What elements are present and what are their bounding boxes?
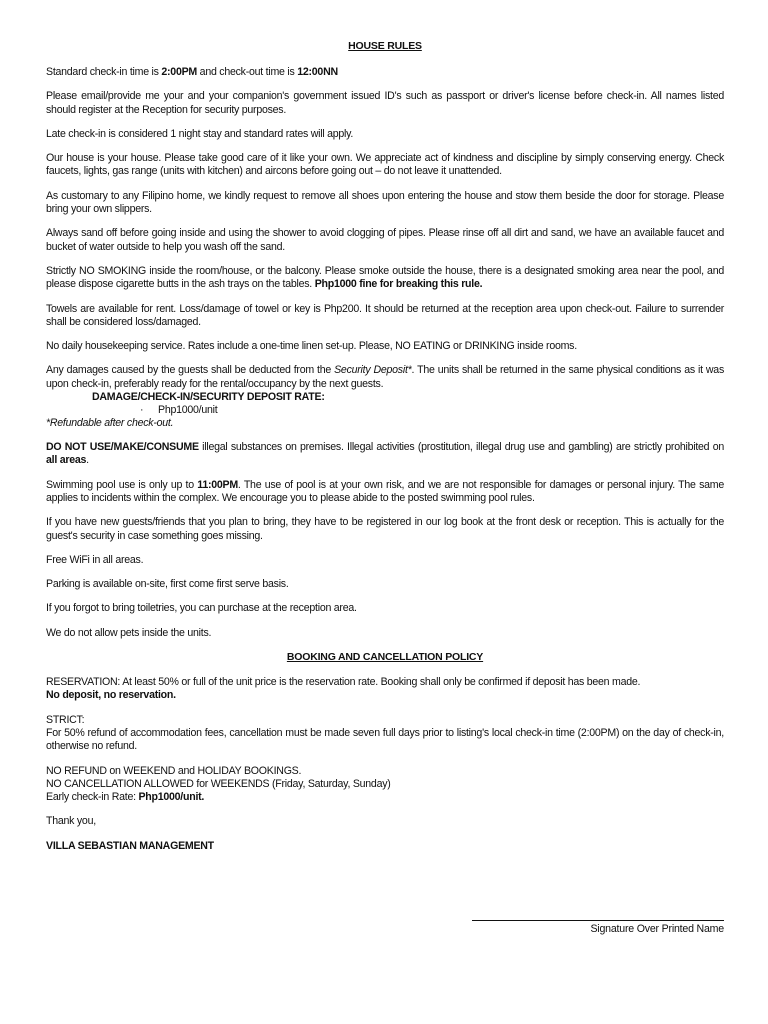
- bullet-icon: ·: [140, 404, 144, 417]
- illegal-bold: DO NOT USE/MAKE/CONSUME: [46, 441, 199, 454]
- checkin-prefix: Standard check-in time is: [46, 66, 162, 78]
- illegal-text: illegal substances on premises. Illegal activities (prostitution, illegal drug use and gambling) are strictly prohibited on: [198, 441, 724, 454]
- signature-block: [472, 920, 724, 935]
- rule-sand: Always sand off before going inside and using the shower to avoid clogging of pipes. Please rinse off all dirt and sand, we have an available faucet and bucket of water outside to help you wash off the sand.: [46, 227, 724, 253]
- rule-damages: [46, 364, 724, 391]
- smoking-text: Strictly NO SMOKING inside the room/house, or the balcony. Please smoke outside the house, there is a designated smoking area near the pool, and please dispose cigarette butts in the ash trays on the tables.: [46, 264, 724, 291]
- pool-prefix: Swimming pool use is only up to: [46, 478, 198, 491]
- signature-label: Signature Over Printed Name: [590, 923, 724, 935]
- reservation-text: RESERVATION: At least 50% or full of the unit price is the reservation rate. Booking shall only be confirmed if deposit has been made.: [46, 676, 641, 689]
- checkout-time: 12:00NN: [297, 66, 338, 78]
- reservation-bold: No deposit, no reservation.: [46, 689, 176, 702]
- rule-pool: [46, 479, 724, 506]
- rule-pets: We do not allow pets inside the units.: [46, 626, 212, 639]
- pool-suffix: . The use of pool is at your own risk, and we are not responsible for damages or personal injury. The same applies to incidents within the complex. We encourage you to please abide to the posted swimming pool rules.: [46, 478, 724, 504]
- rule-checkin-time: [46, 66, 724, 79]
- policy-weekend: [46, 765, 724, 805]
- damages-suffix: . The units shall be returned in the same physical conditions as it was upon check-in, preferably ready for the rental/occupancy by the next guests.: [46, 364, 724, 390]
- rule-towels: Towels are available for rent. Loss/damage of towel or key is Php200. It should be returned at the reception area upon check-out. Failure to surrender shall be considered loss/damaged.: [46, 302, 724, 328]
- closing-management: [46, 840, 724, 853]
- closing-thanks: Thank you,: [46, 815, 96, 828]
- rule-your-house: Our house is your house. Please take good care of it like your own. We appreciate act of kindness and discipline by simply conserving energy. Check faucets, lights, gas range (units with kitchen) and aircons before going out – do not leave it unattended.: [46, 152, 724, 178]
- rule-guests: If you have new guests/friends that you plan to bring, they have to be registered in our log book at the front desk or reception. This is actually for the guest's security in case something goes missing.: [46, 516, 724, 542]
- rule-housekeeping: No daily housekeeping service. Rates include a one-time linen set-up. Please, NO EATING or DRINKING inside rooms.: [46, 340, 577, 353]
- rule-illegal: [46, 441, 724, 468]
- deposit-amount: Php1000/unit: [158, 404, 218, 417]
- checkin-time: 2:00PM: [161, 66, 197, 78]
- deposit-note: *Refundable after check-out.: [46, 417, 174, 430]
- rule-wifi: Free WiFi in all areas.: [46, 553, 144, 566]
- checkin-mid: and check-out time is: [196, 66, 298, 78]
- early-rate: Php1000/unit.: [138, 791, 205, 804]
- strict-text: For 50% refund of accommodation fees, cancellation must be made seven full days prior to listing's local check-in time (2:00PM) on the day of check-in, otherwise no refund.: [46, 726, 724, 753]
- document-title: HOUSE RULES: [348, 40, 422, 52]
- illegal-areas: all areas: [46, 454, 87, 467]
- management-name: VILLA SEBASTIAN MANAGEMENT: [46, 839, 214, 852]
- policy-reservation: [46, 676, 724, 703]
- smoking-fine: Php1000 fine for breaking this rule.: [314, 278, 483, 291]
- strict-label: STRICT:: [46, 713, 85, 726]
- policy-title: BOOKING AND CANCELLATION POLICY: [286, 651, 484, 664]
- rule-toiletries: If you forgot to bring toiletries, you can purchase at the reception area.: [46, 602, 357, 615]
- policy-strict: [46, 714, 724, 754]
- damages-prefix: Any damages caused by the guests shall be deducted from the: [46, 364, 335, 377]
- no-refund: NO REFUND on WEEKEND and HOLIDAY BOOKINGS.: [46, 764, 302, 777]
- deposit-heading: DAMAGE/CHECK-IN/SECURITY DEPOSIT RATE:: [92, 391, 325, 404]
- pool-time: 11:00PM: [197, 478, 238, 491]
- rule-shoes: As customary to any Filipino home, we kindly request to remove all shoes upon entering the house and stow them beside the door for storage. Please bring your own slippers.: [46, 189, 724, 216]
- deposit-item: [46, 404, 724, 417]
- rule-email-ids: Please email/provide me your and your companion's government issued ID's such as passport or driver's license before check-in. All names listed should register at the Reception for security purposes.: [46, 90, 724, 116]
- early-prefix: Early check-in Rate:: [46, 791, 139, 804]
- deposit-rate-block: [46, 391, 724, 430]
- rule-parking: Parking is available on-site, first come first serve basis.: [46, 578, 289, 591]
- rule-smoking: [46, 265, 724, 292]
- illegal-end: .: [86, 454, 89, 467]
- signature-line: [472, 920, 724, 921]
- no-cancellation: NO CANCELLATION ALLOWED for WEEKENDS (Friday, Saturday, Sunday): [46, 777, 391, 790]
- damages-deposit: Security Deposit*: [334, 364, 412, 377]
- rule-late-checkin: Late check-in is considered 1 night stay and standard rates will apply.: [46, 127, 354, 140]
